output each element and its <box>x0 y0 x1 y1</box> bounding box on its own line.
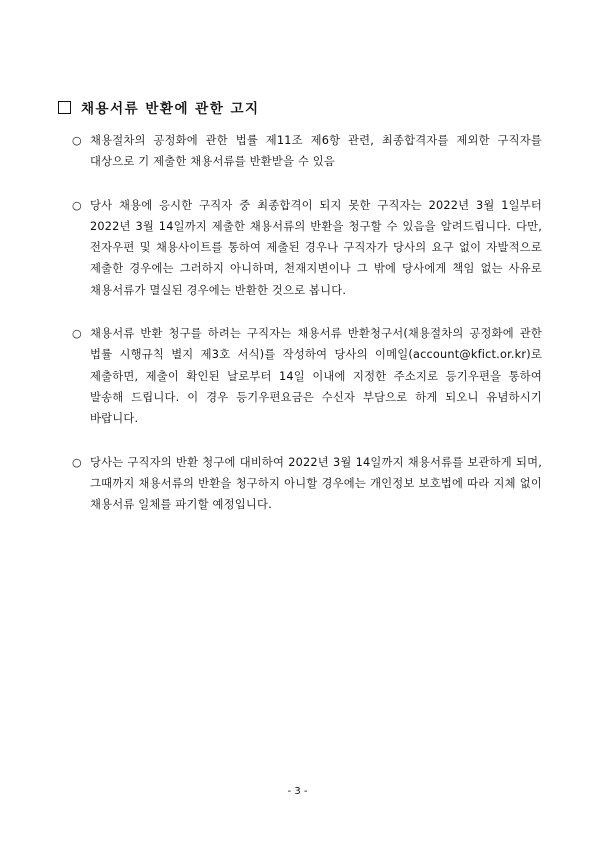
notice-list <box>72 130 542 537</box>
circle-bullet-icon: ○ <box>72 198 82 212</box>
section-heading <box>58 97 260 117</box>
checkbox-square-icon <box>58 101 71 114</box>
circle-bullet-icon: ○ <box>72 327 82 341</box>
list-item <box>72 130 542 173</box>
list-item <box>72 195 542 301</box>
list-item-text: 당사 채용에 응시한 구직자 중 최종합격이 되지 못한 구직자는 2022년 3월 1일부터 2022년 3월 14일까지 제출한 채용서류의 반환을 청구할 수 있음을 알려드립니다. 다만, 전자우편 및 채용사이트를 통하여 제출된 경우나 구직자가 당사의 요구 없이 자발적으로 제출한 경우에는 그러하지 아니하며, 천재지변이나 그 밖에 당사에게 책임 없는 사유로 채용서류가 멸실된 경우에는 반환한 것으로 봅니다. <box>90 198 542 297</box>
list-item-text: 채용서류 반환 청구를 하려는 구직자는 채용서류 반환청구서(채용절차의 공정화에 관한 법률 시행규칙 별지 제3호 서식)를 작성하여 당사의 이메일(account@kfict.or.kr)로 제출하면, 제출이 확인된 날로부터 14일 이내에 지정한 주소지로 등기우편을 통하여 발송해 드립니다. 이 경우 등기우편요금은 수신자 부담으로 하게 되오니 유념하시기 바랍니다. <box>90 327 542 426</box>
list-item <box>72 323 542 429</box>
circle-bullet-icon: ○ <box>72 455 82 469</box>
heading-title: 채용서류 반환에 관한 고지 <box>81 101 260 117</box>
list-item <box>72 452 542 516</box>
page-number: - 3 - <box>287 786 308 797</box>
list-item-text: 당사는 구직자의 반환 청구에 대비하여 2022년 3월 14일까지 채용서류를 보관하게 되며, 그때까지 채용서류의 반환을 청구하지 아니할 경우에는 개인정보 보호법에 따라 지체 없이 채용서류 일체를 파기할 예정입니다. <box>90 455 542 512</box>
list-item-text: 채용절차의 공정화에 관한 법률 제11조 제6항 관련, 최종합격자를 제외한 구직자를 대상으로 기 제출한 채용서류를 반환받을 수 있음 <box>90 134 542 169</box>
circle-bullet-icon: ○ <box>72 134 82 147</box>
